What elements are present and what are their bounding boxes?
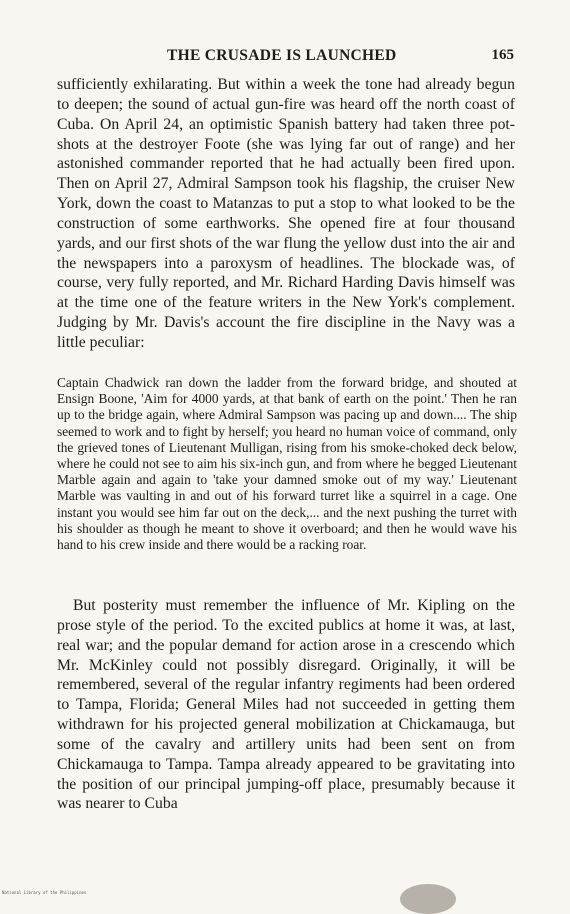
body-paragraph-1: sufficiently exhilarating. But within a week the tone had already begun to deepen; the sound of actual gun-fire was heard off the north coast of Cuba. On April 24, an optimistic Spanish battery had taken three pot-shots at the destroyer Foote (she was lying far out of range) and her astonished commander reported that he had actually been fired upon. Then on April 27, Admiral Sampson took his flagship, the cruiser New York, down the coast to Matanzas to put a stop to what looked to be the construction of some earthworks. She opened fire at four thousand yards, and our first shots of the war flung the yellow dust into the air and the newspapers into a paroxysm of headlines. The blockade was, of course, very fully reported, and Mr. Richard Harding Davis himself was at the time one of the feature writers in the New York's complement. Judging by Mr. Davis's account the fire discipline in the Navy was a little peculiar:	[57, 76, 515, 351]
body-paragraph-2: But posterity must remember the influence of Mr. Kipling on the prose style of the period. To the excited publics at home it was, at last, real war; and the popular demand for action arose in a crescendo which Mr. McKinley could not possibly disregard. Originally, it will be remembered, several of the regular infantry regiments had been ordered to Tampa, Florida; General Miles had not succeeded in getting them withdrawn for his projected general mobilization at Chickamauga, but some of the cavalry and artillery units had been sent on from Chickamauga to Tampa. Tampa already appeared to be gravitating into the position of our principal jumping-off place, presumably because it was nearer to Cuba	[57, 597, 515, 813]
running-head	[57, 47, 514, 71]
block-quotation: Captain Chadwick ran down the ladder from the forward bridge, and shouted at Ensign Boone, 'Aim for 4000 yards, at that bank of earth on the point.' Then he ran up to the bridge again, where Admiral Sampson was pacing up and down.... The ship seemed to work and to fight by herself; you heard no human voice of command, only the grieved tones of Lieutenant Mulligan, rising from his smoke-choked deck below, where he could not see to aim his six-inch gun, and from where he begged Lieutenant Marble again and again to 'take your damned smoke out of my way.' Lieutenant Marble was vaulting in and out of his forward turret like a squirrel in a cage. One instant you would see him far out on the deck,... and the next pushing the turret with his shoulder as though he meant to shove it overboard; and then he would wave his hand to his crew inside and there would be a racking roar.	[57, 375, 517, 553]
footer-note: National Library of the Philippines	[2, 890, 87, 895]
library-stamp-mark	[400, 884, 456, 914]
chapter-title: THE CRUSADE IS LAUNCHED	[167, 47, 397, 64]
page-number: 165	[491, 47, 514, 63]
